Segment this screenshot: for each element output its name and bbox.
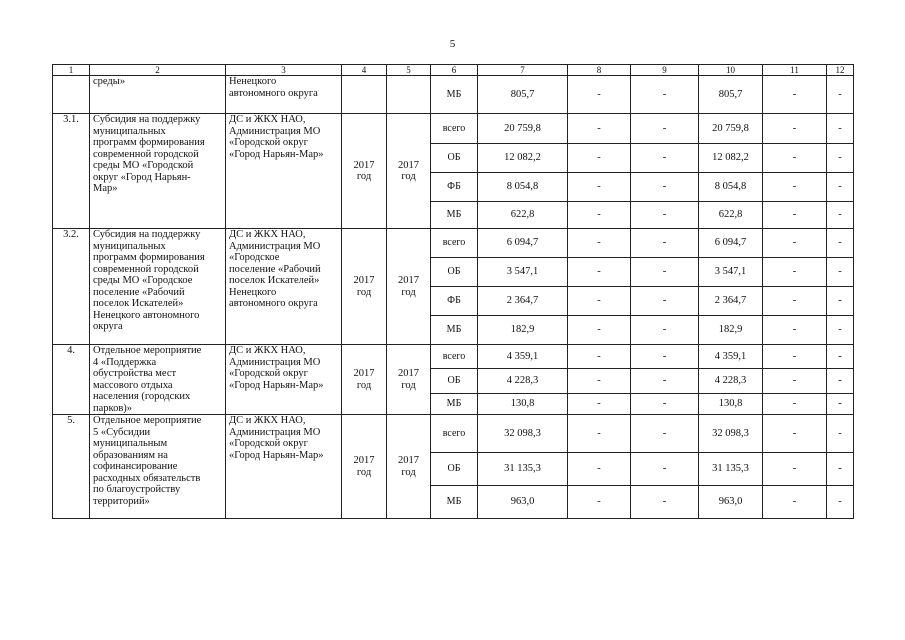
total-cell: 622,8 (478, 202, 568, 229)
value-cell: - (827, 453, 854, 486)
year-2017-cell: 130,8 (699, 393, 763, 414)
end-year-cell: 2017 год (387, 114, 431, 229)
value-cell: - (763, 287, 827, 316)
column-number: 1 (53, 65, 90, 76)
value-cell: - (827, 316, 854, 345)
column-number: 12 (827, 65, 854, 76)
table-row (53, 415, 854, 453)
value-cell: - (763, 316, 827, 345)
description-cell: среды» (90, 76, 226, 114)
value-cell: - (568, 369, 631, 393)
column-number: 4 (342, 65, 387, 76)
value-cell: - (827, 486, 854, 519)
value-cell: - (631, 415, 699, 453)
end-year-cell: 2017 год (387, 415, 431, 519)
column-number: 8 (568, 65, 631, 76)
fund-source-cell: всего (431, 415, 478, 453)
value-cell: - (763, 144, 827, 173)
value-cell: - (568, 258, 631, 287)
end-year-cell: 2017 год (387, 229, 431, 345)
total-cell: 182,9 (478, 316, 568, 345)
value-cell: - (763, 258, 827, 287)
value-cell: - (827, 415, 854, 453)
value-cell: - (763, 393, 827, 414)
executor-cell: ДС и ЖКХ НАО, Администрация МО «Городской округ «Город Нарьян-Мар» (226, 114, 342, 229)
year-2017-cell: 8 054,8 (699, 173, 763, 202)
fund-source-cell: всего (431, 114, 478, 144)
column-number: 10 (699, 65, 763, 76)
value-cell: - (631, 229, 699, 258)
value-cell: - (631, 114, 699, 144)
row-number-cell (53, 76, 90, 114)
value-cell: - (568, 393, 631, 414)
value-cell: - (631, 345, 699, 369)
fund-source-cell: ФБ (431, 287, 478, 316)
continued-row (53, 76, 854, 114)
row-number-cell: 3.2. (53, 229, 90, 345)
fund-source-cell: ОБ (431, 453, 478, 486)
start-year-cell: 2017 год (342, 415, 387, 519)
fund-source-cell: всего (431, 345, 478, 369)
year-2017-cell: 6 094,7 (699, 229, 763, 258)
value-cell: - (763, 229, 827, 258)
value-cell: - (827, 114, 854, 144)
value-cell: - (631, 144, 699, 173)
year-2017-cell: 3 547,1 (699, 258, 763, 287)
value-cell: - (827, 393, 854, 414)
value-cell: - (827, 76, 854, 114)
start-year-cell (342, 76, 387, 114)
column-number: 11 (763, 65, 827, 76)
start-year-cell: 2017 год (342, 229, 387, 345)
page-number: 5 (449, 38, 456, 50)
executor-cell: ДС и ЖКХ НАО, Администрация МО «Городское поселение «Рабочий поселок Искателей» Ненецкого автономного округа (226, 229, 342, 345)
total-cell: 31 135,3 (478, 453, 568, 486)
fund-source-cell: МБ (431, 316, 478, 345)
value-cell: - (827, 345, 854, 369)
year-2017-cell: 12 082,2 (699, 144, 763, 173)
column-number: 7 (478, 65, 568, 76)
value-cell: - (631, 202, 699, 229)
fund-source-cell: МБ (431, 486, 478, 519)
total-cell: 130,8 (478, 393, 568, 414)
description-cell: Субсидия на поддержку муниципальных программ формирования современной городской среды МО «Городской округ «Город Нарьян- Мар» (90, 114, 226, 229)
column-number: 5 (387, 65, 431, 76)
row-number-cell: 4. (53, 345, 90, 415)
total-cell: 805,7 (478, 76, 568, 114)
table-row (53, 229, 854, 258)
year-2017-cell: 4 228,3 (699, 369, 763, 393)
executor-cell: ДС и ЖКХ НАО, Администрация МО «Городской округ «Город Нарьян-Мар» (226, 345, 342, 415)
value-cell: - (827, 229, 854, 258)
year-2017-cell: 805,7 (699, 76, 763, 114)
value-cell: - (763, 114, 827, 144)
fund-source-cell: ФБ (431, 173, 478, 202)
value-cell: - (568, 486, 631, 519)
executor-cell: ДС и ЖКХ НАО, Администрация МО «Городской округ «Город Нарьян-Мар» (226, 415, 342, 519)
value-cell: - (763, 173, 827, 202)
year-2017-cell: 31 135,3 (699, 453, 763, 486)
value-cell: - (763, 486, 827, 519)
year-2017-cell: 32 098,3 (699, 415, 763, 453)
column-number-row (53, 65, 854, 76)
year-2017-cell: 2 364,7 (699, 287, 763, 316)
fund-source-cell: МБ (431, 393, 478, 414)
value-cell: - (631, 486, 699, 519)
value-cell: - (827, 202, 854, 229)
column-number: 2 (90, 65, 226, 76)
value-cell: - (631, 453, 699, 486)
value-cell: - (568, 202, 631, 229)
fund-source-cell: всего (431, 229, 478, 258)
value-cell: - (763, 415, 827, 453)
table-row (53, 114, 854, 144)
fund-source-cell: ОБ (431, 258, 478, 287)
value-cell: - (631, 287, 699, 316)
value-cell: - (568, 114, 631, 144)
value-cell: - (827, 287, 854, 316)
value-cell: - (827, 258, 854, 287)
fund-source-cell: МБ (431, 202, 478, 229)
fund-source-cell: МБ (431, 76, 478, 114)
fund-source-cell: ОБ (431, 144, 478, 173)
column-number: 3 (226, 65, 342, 76)
total-cell: 8 054,8 (478, 173, 568, 202)
table-row (53, 345, 854, 369)
value-cell: - (763, 453, 827, 486)
value-cell: - (827, 144, 854, 173)
total-cell: 20 759,8 (478, 114, 568, 144)
end-year-cell: 2017 год (387, 345, 431, 415)
value-cell: - (568, 173, 631, 202)
row-number-cell: 5. (53, 415, 90, 519)
fund-source-cell: ОБ (431, 369, 478, 393)
value-cell: - (631, 316, 699, 345)
value-cell: - (568, 345, 631, 369)
description-cell: Отдельное мероприятие 4 «Поддержка обустройства мест массового отдыха населения (городских парков)» (90, 345, 226, 415)
value-cell: - (568, 453, 631, 486)
year-2017-cell: 182,9 (699, 316, 763, 345)
value-cell: - (568, 415, 631, 453)
year-2017-cell: 963,0 (699, 486, 763, 519)
year-2017-cell: 20 759,8 (699, 114, 763, 144)
year-2017-cell: 622,8 (699, 202, 763, 229)
description-cell: Субсидия на поддержку муниципальных программ формирования современной городской среды МО «Городское поселение «Рабочий поселок Искателей» Ненецкого автономного округа (90, 229, 226, 345)
total-cell: 2 364,7 (478, 287, 568, 316)
executor-cell: Ненецкого автономного округа (226, 76, 342, 114)
total-cell: 12 082,2 (478, 144, 568, 173)
value-cell: - (568, 316, 631, 345)
value-cell: - (763, 76, 827, 114)
total-cell: 4 359,1 (478, 345, 568, 369)
total-cell: 963,0 (478, 486, 568, 519)
column-number: 9 (631, 65, 699, 76)
value-cell: - (763, 369, 827, 393)
value-cell: - (631, 393, 699, 414)
row-number-cell: 3.1. (53, 114, 90, 229)
value-cell: - (568, 76, 631, 114)
start-year-cell: 2017 год (342, 114, 387, 229)
total-cell: 3 547,1 (478, 258, 568, 287)
value-cell: - (631, 173, 699, 202)
value-cell: - (763, 202, 827, 229)
description-cell: Отдельное мероприятие 5 «Субсидии муниципальным образованиям на софинансирование расходных обязательств по благоустройству территорий» (90, 415, 226, 519)
value-cell: - (827, 369, 854, 393)
year-2017-cell: 4 359,1 (699, 345, 763, 369)
value-cell: - (631, 76, 699, 114)
value-cell: - (763, 345, 827, 369)
value-cell: - (631, 258, 699, 287)
value-cell: - (568, 144, 631, 173)
value-cell: - (568, 229, 631, 258)
budget-table (52, 64, 854, 519)
value-cell: - (631, 369, 699, 393)
value-cell: - (827, 173, 854, 202)
column-number: 6 (431, 65, 478, 76)
total-cell: 6 094,7 (478, 229, 568, 258)
end-year-cell (387, 76, 431, 114)
value-cell: - (568, 287, 631, 316)
total-cell: 4 228,3 (478, 369, 568, 393)
start-year-cell: 2017 год (342, 345, 387, 415)
total-cell: 32 098,3 (478, 415, 568, 453)
